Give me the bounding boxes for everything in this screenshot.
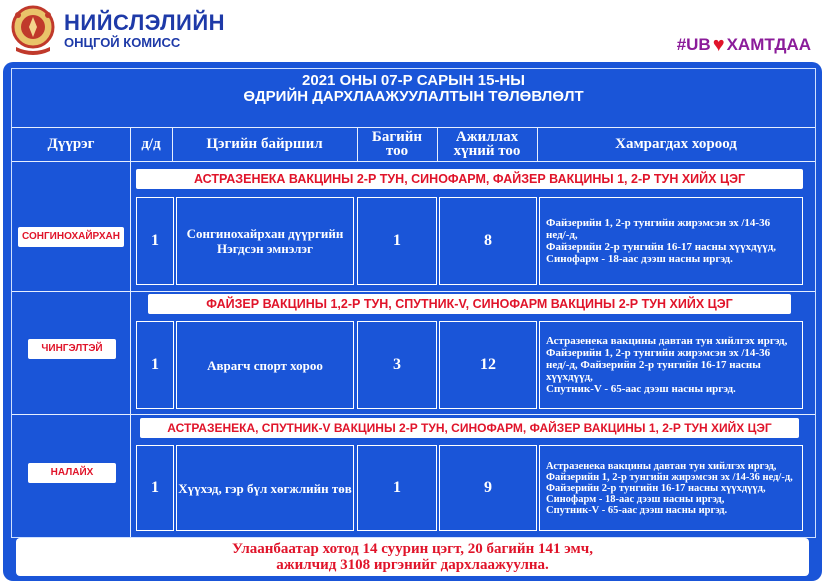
col-header-staff: Ажиллах хүний тоо [453, 129, 521, 159]
summary-footer [16, 538, 809, 576]
hashtag-prefix: #UB [676, 35, 711, 54]
row-separator [12, 414, 815, 415]
row-2-staff: 12 [439, 321, 537, 409]
row-3-number: 1 [136, 445, 174, 531]
heart-icon: ♥ [712, 33, 725, 56]
col-header-coverage: Хамрагдах хороод [615, 136, 737, 152]
header-bottom-line [12, 161, 815, 162]
row-2-coverage: Астразенека вакцины давтан тун хийлгэх иргэд, Файзерийн 1, 2-р тунгийн жирэмсэн эх /14-36 нед/-д, Файзерийн 2-р тунгийн 16-17 насны хүүхдүүд, Спутник-V - 65-аас дээш насны иргэд. [539, 321, 803, 409]
row-2-location: Аврагч спорт хороо [176, 321, 354, 409]
summary-line2: ажилчид 3108 иргэнийг дархлаажуулна. [276, 557, 549, 573]
committee-subtitle: ОНЦГОЙ КОМИСС [64, 35, 181, 50]
col-header-location: Цэгийн байршил [206, 136, 323, 152]
row-1-district-label: СОНГИНОХАЙРХАН [18, 227, 124, 247]
committee-title: НИЙСЛЭЛИЙН [64, 10, 226, 35]
hashtag-suffix: ХАМТДАА [726, 35, 811, 54]
col-sep [172, 127, 173, 161]
row-1-staff: 8 [439, 197, 537, 285]
board-title-line2: ӨДРИЙН ДАРХЛААЖУУЛАЛТЫН ТӨЛӨВЛӨЛТ [243, 88, 584, 105]
schedule-table [11, 68, 816, 538]
row-2-vaccine-band: ФАЙЗЕР ВАКЦИНЫ 1,2-Р ТУН, СПУТНИК-V, СИНОФАРМ ВАКЦИНЫ 2-Р ТУН ХИЙХ ЦЭГ [148, 294, 791, 314]
emblem-logo [6, 3, 60, 57]
row-1-coverage: Файзерийн 1, 2-р тунгийн жирэмсэн эх /14-36 нед/-д, Файзерийн 2-р тунгийн 16-17 насны хүүхдүүд, Синофарм - 18-аас дээш насны иргэд. [539, 197, 803, 285]
row-2-district-label: ЧИНГЭЛТЭЙ [28, 339, 116, 359]
row-3-vaccine-band: АСТРАЗЕНЕКА, СПУТНИК-V ВАКЦИНЫ 2-Р ТУН, СИНОФАРМ, ФАЙЗЕР ВАКЦИНЫ 1, 2-Р ТУН ХИЙХ ЦЭГ [140, 418, 799, 438]
col-header-number: д/д [141, 136, 161, 152]
row-1-number: 1 [136, 197, 174, 285]
board-title [12, 73, 815, 105]
schedule-board [3, 62, 822, 581]
summary-line1: Улаанбаатар хотод 14 суурин цэгт, 20 багийн 141 эмч, [232, 541, 593, 557]
col-header-district: Дүүрэг [47, 136, 95, 152]
district-col-sep [130, 161, 131, 537]
row-1-vaccine-band: АСТРАЗЕНЕКА ВАКЦИНЫ 2-Р ТУН, СИНОФАРМ, ФАЙЗЕР ВАКЦИНЫ 1, 2-Р ТУН ХИЙХ ЦЭГ [136, 169, 803, 189]
row-separator [12, 291, 815, 292]
row-3-location: Хүүхэд, гэр бүл хөгжлийн төв [176, 445, 354, 531]
row-2-teams: 3 [357, 321, 437, 409]
row-1-teams: 1 [357, 197, 437, 285]
row-3-coverage: Астразенека вакцины давтан тун хийлгэх иргэд, Файзерийн 1, 2-р тунгийн жирэмсэн эх /14-36 нед/-д, Файзерийн 2-р тунгийн 16-17 насны хүүхдүүд, Синофарм - 18-аас дээш насны иргэд, Спутник-V - 65-аас дээш насны иргэд. [539, 445, 803, 531]
row-1-location: Сонгинохайрхан дүүргийн Нэгдсэн эмнэлэг [176, 197, 354, 285]
col-header-teams: Багийн тоо [371, 129, 423, 159]
hashtag-ub-hamtdaa [677, 35, 811, 55]
col-sep [357, 127, 358, 161]
board-title-line1: 2021 ОНЫ 07-Р САРЫН 15-НЫ [302, 72, 525, 89]
row-2-number: 1 [136, 321, 174, 409]
row-3-district-label: НАЛАЙХ [28, 463, 116, 483]
row-3-teams: 1 [357, 445, 437, 531]
row-3-staff: 9 [439, 445, 537, 531]
col-sep [437, 127, 438, 161]
